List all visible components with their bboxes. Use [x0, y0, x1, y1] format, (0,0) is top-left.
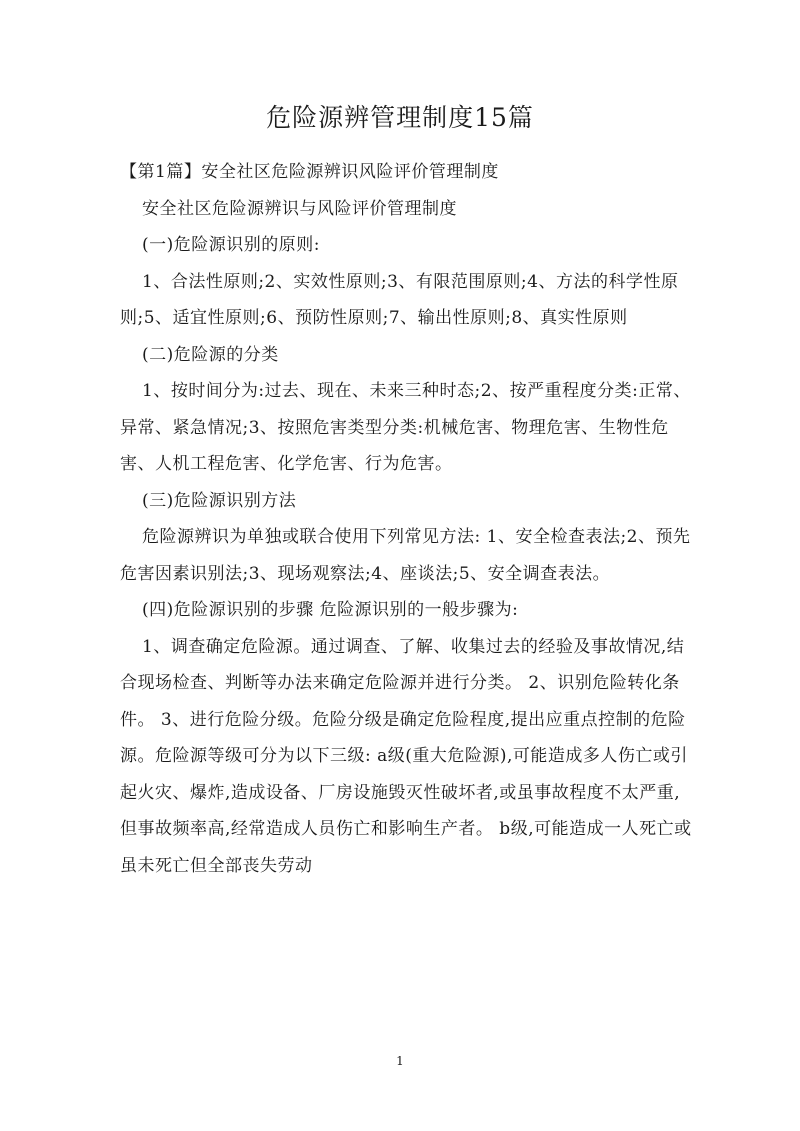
paragraph: 1、按时间分为:过去、现在、未来三种时态;2、按严重程度分类:正常、异常、紧急情况;3、按照危害类型分类:机械危害、物理危害、生物性危害、人机工程危害、化学危害、行为危害。	[120, 381, 691, 474]
page-number: 1	[396, 1054, 404, 1068]
paragraph: (四)危险源识别的步骤 危险源识别的一般步骤为:	[142, 600, 519, 620]
document-title: 危险源辨管理制度15篇	[266, 103, 534, 132]
paragraph: 1、调查确定危险源。通过调查、了解、收集过去的经验及事故情况,结合现场检查、判断等办法来确定危险源并进行分类。 2、识别危险转化条件。 3、进行危险分级。危险分级是确定危险程度,提出应重点控制的危险源。危险源等级可分为以下三级: a级(重大危险源),可能造成多人伤亡或引起火灾、爆炸,造成设备、厂房设施毁灭性破坏者,或虽事故程度不太严重,但事故频率高,经常造成人员伤亡和影响生产者。 b级,可能造成一人死亡或虽未死亡但全部丧失劳动	[120, 636, 692, 876]
paragraph: 安全社区危险源辨识与风险评价管理制度	[142, 198, 457, 219]
document-body	[120, 154, 692, 884]
paragraph: 危险源辨识为单独或联合使用下列常见方法: 1、安全检查表法;2、预先危害因素识别法;3、现场观察法;4、座谈法;5、安全调查表法。	[120, 527, 691, 584]
paragraph: (二)危险源的分类	[142, 344, 279, 365]
paragraph: (三)危险源识别方法	[142, 490, 297, 511]
paragraph: (一)危险源识别的原则:	[142, 235, 320, 255]
section-heading: 【第1篇】安全社区危险源辨识风险评价管理制度	[120, 162, 499, 182]
paragraph: 1、合法性原则;2、实效性原则;3、有限范围原则;4、方法的科学性原则;5、适宜性原则;6、预防性原则;7、输出性原则;8、真实性原则	[120, 271, 679, 328]
